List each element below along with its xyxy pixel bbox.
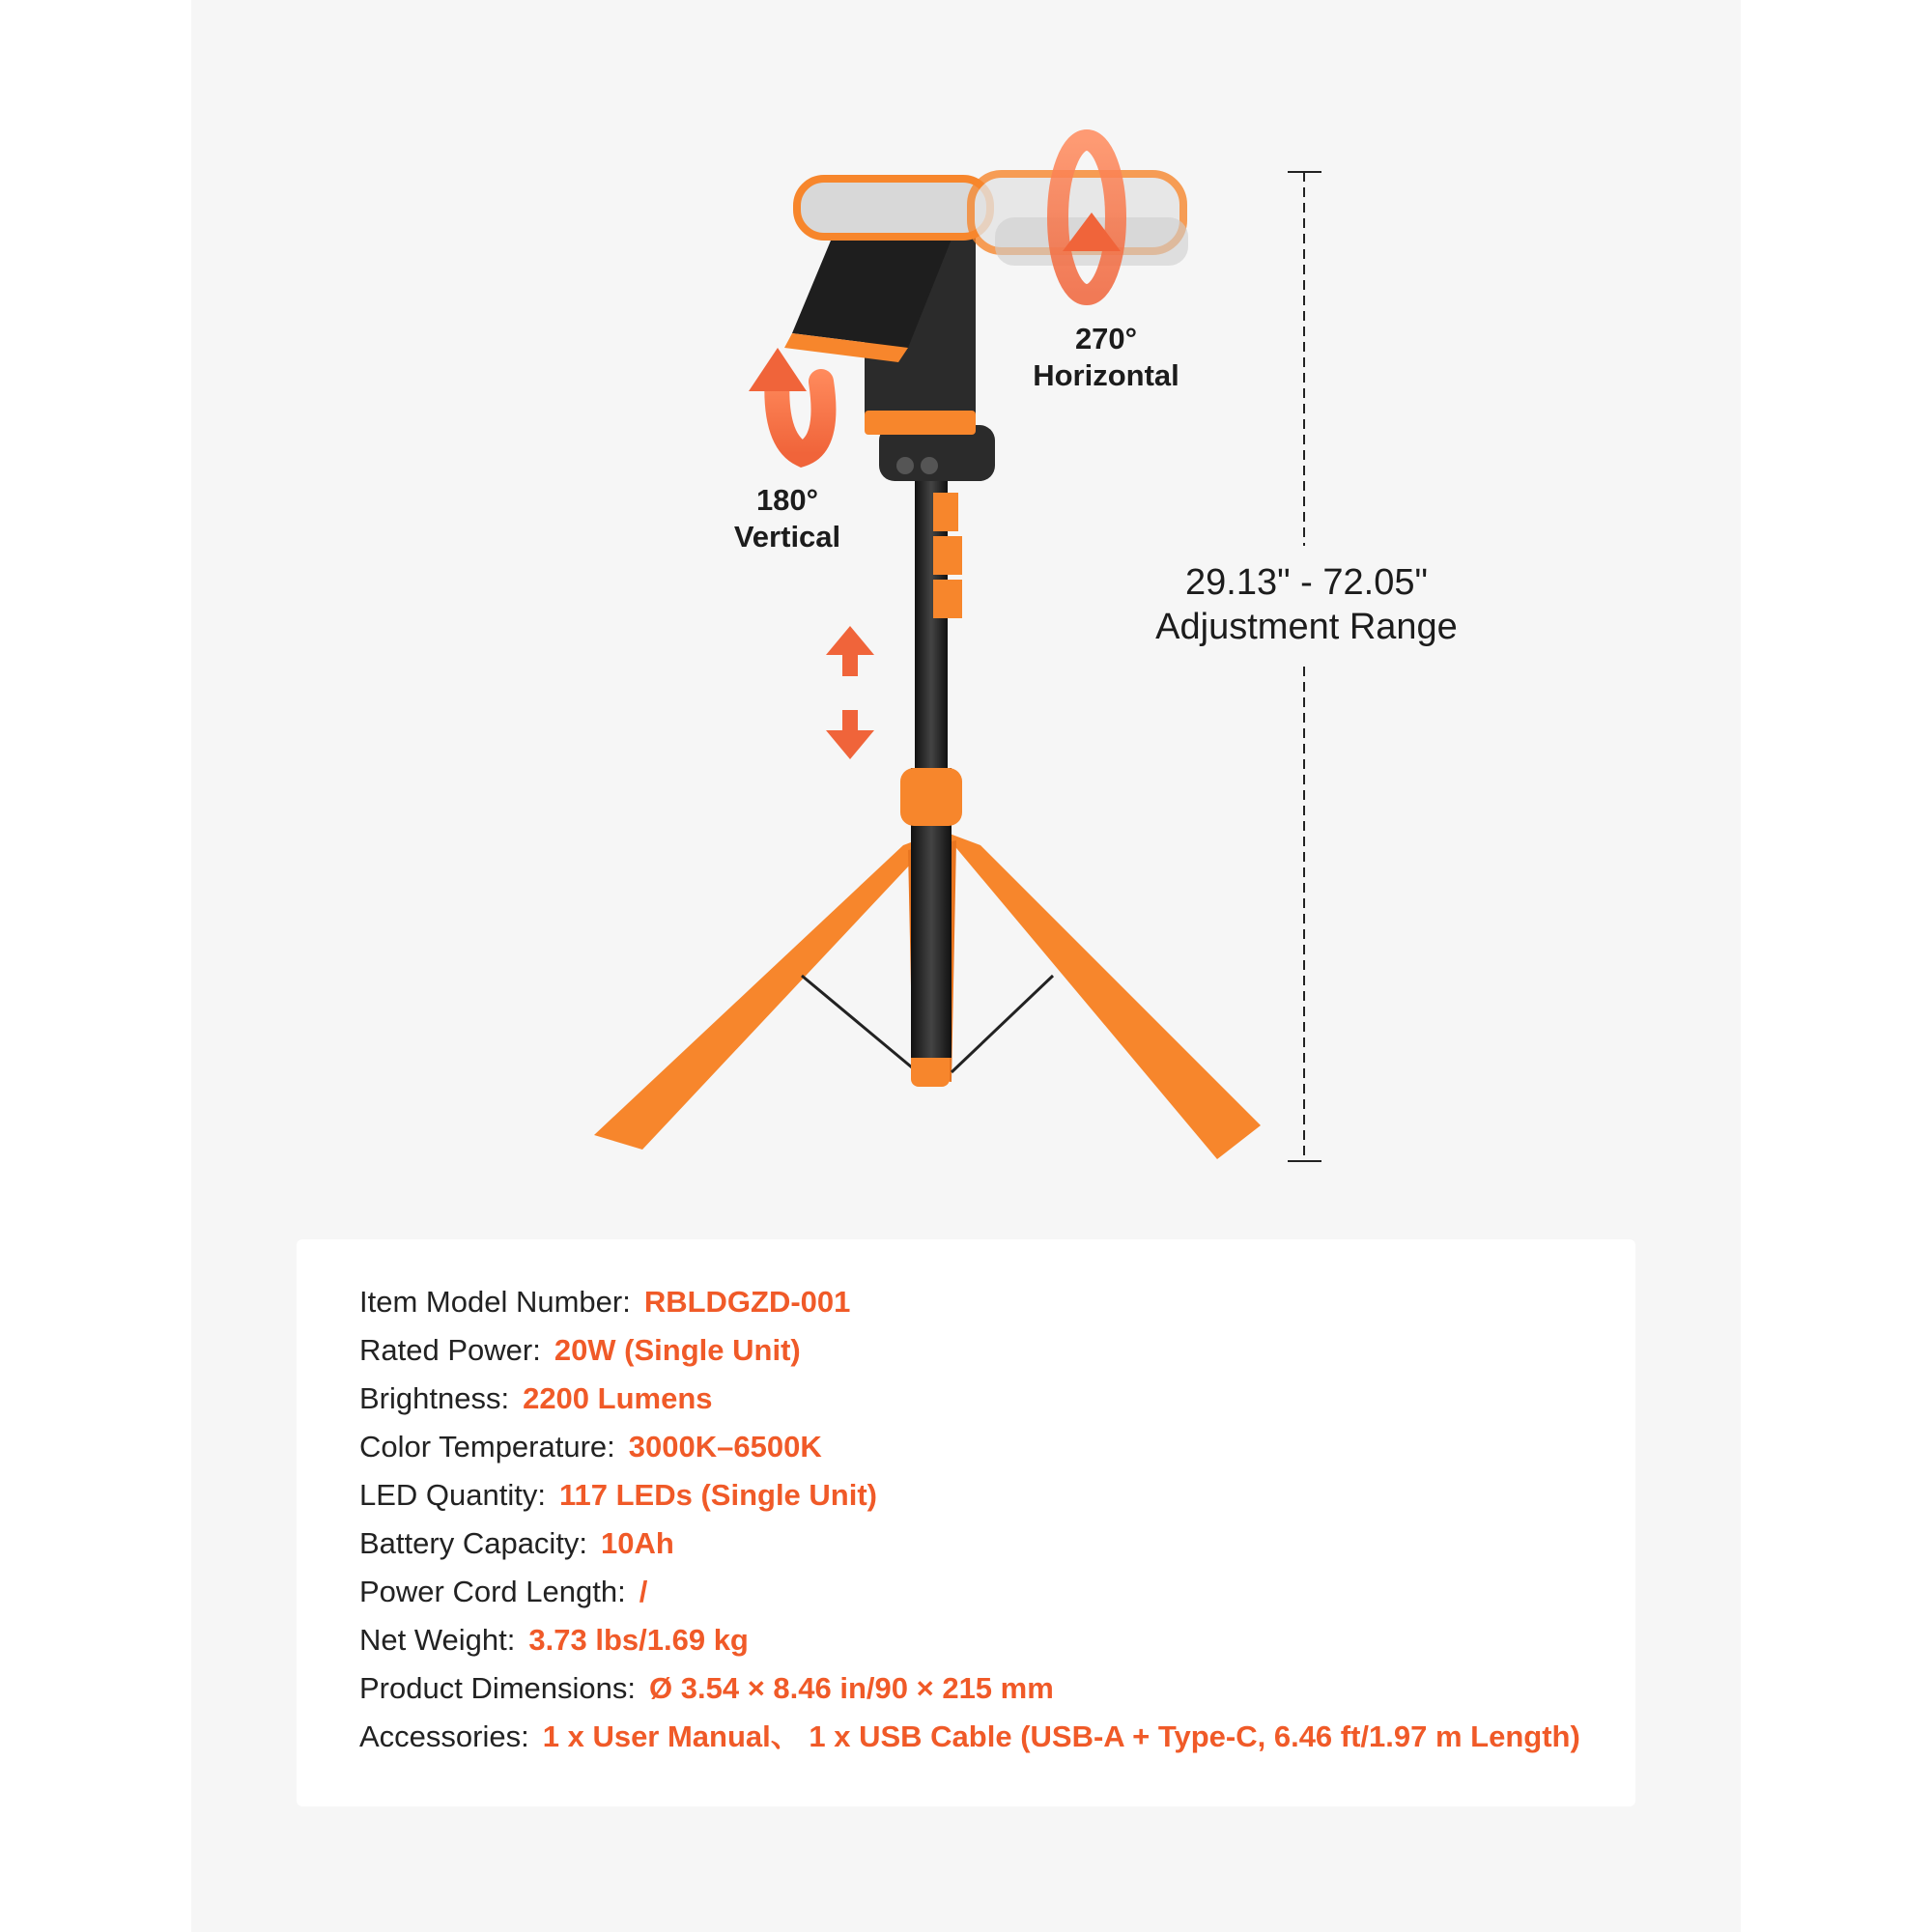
spec-key: Color Temperature:	[359, 1430, 615, 1463]
spec-row-accessories	[359, 1713, 1580, 1761]
horizontal-rotation-degrees: 270°	[1074, 322, 1138, 355]
spec-row-rated-power	[359, 1326, 1580, 1375]
spec-value: RBLDGZD-001	[643, 1285, 851, 1319]
spec-value: 10Ah	[601, 1526, 674, 1560]
spec-row-model	[359, 1278, 1580, 1326]
spec-key: Item Model Number:	[359, 1285, 631, 1319]
spec-value: 1 x User Manual、 1 x USB Cable (USB-A + Type-C, 6.46 ft/1.97 m Length)	[542, 1719, 1580, 1753]
spec-value: 3000K–6500K	[628, 1430, 822, 1463]
spec-list	[359, 1278, 1580, 1761]
power-icon	[921, 457, 938, 474]
spec-value: Ø 3.54 × 8.46 in/90 × 215 mm	[649, 1671, 1054, 1705]
spec-row-product-dimensions	[359, 1664, 1580, 1713]
specifications-card	[297, 1239, 1635, 1806]
spec-key: Rated Power:	[359, 1333, 541, 1367]
spec-row-led-quantity	[359, 1471, 1580, 1520]
spec-value: 117 LEDs (Single Unit)	[558, 1478, 877, 1512]
spec-key: Product Dimensions:	[359, 1671, 637, 1705]
spec-row-color-temperature	[359, 1423, 1580, 1471]
spec-key: Accessories:	[359, 1719, 529, 1753]
horizontal-rotation-direction: Horizontal	[1033, 358, 1179, 392]
vertical-rotation-degrees: 180°	[755, 483, 819, 517]
horizontal-rotation-label	[1005, 321, 1208, 394]
spec-key: Battery Capacity:	[359, 1526, 588, 1560]
spec-value: 3.73 lbs/1.69 kg	[528, 1623, 749, 1657]
spec-key: Brightness:	[359, 1381, 510, 1415]
vertical-rotation-label	[696, 482, 879, 555]
brightness-icon	[896, 457, 914, 474]
height-range-label	[1130, 560, 1483, 649]
down-arrow-icon	[826, 710, 874, 759]
spec-key: LED Quantity:	[359, 1478, 546, 1512]
spec-row-battery-capacity	[359, 1520, 1580, 1568]
rotate-arrow-icon	[1058, 140, 1121, 295]
spec-key: Power Cord Length:	[359, 1575, 626, 1608]
up-arrow-icon	[826, 626, 874, 676]
height-range-caption: Adjustment Range	[1155, 607, 1458, 647]
spec-row-brightness	[359, 1375, 1580, 1423]
spec-value: /	[639, 1575, 648, 1608]
spec-row-power-cord-length	[359, 1568, 1580, 1616]
height-dimension-line	[1288, 172, 1321, 1161]
spec-key: Net Weight:	[359, 1623, 516, 1657]
spec-value: 2200 Lumens	[523, 1381, 713, 1415]
spec-value: 20W (Single Unit)	[554, 1333, 801, 1367]
vertical-rotation-direction: Vertical	[733, 520, 841, 554]
curved-up-arrow-icon	[749, 348, 824, 454]
height-range-value: 29.13" - 72.05"	[1185, 562, 1428, 603]
spec-row-net-weight	[359, 1616, 1580, 1664]
